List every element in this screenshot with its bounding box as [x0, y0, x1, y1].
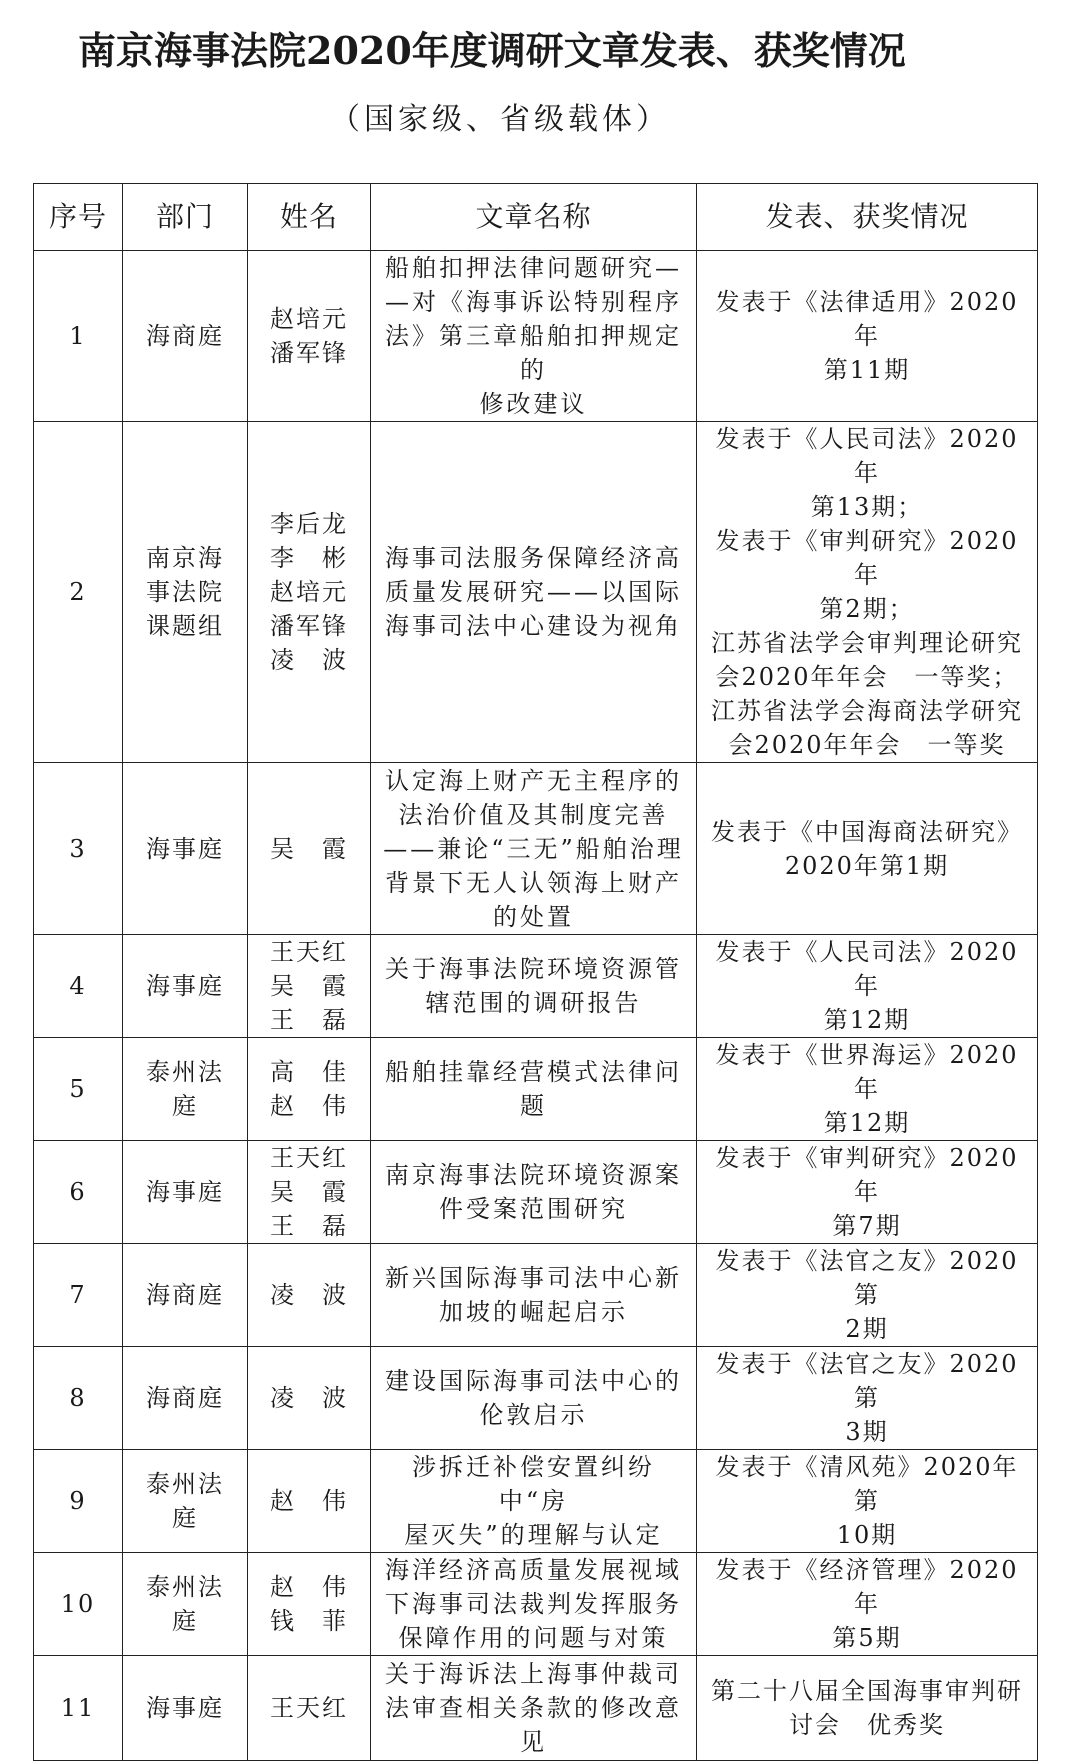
cell-article-line: ——兼论“三无”船舶治理: [383, 834, 684, 863]
cell-status: [697, 1244, 1038, 1347]
cell-status-line: 10期: [836, 1521, 898, 1549]
cell-article-line: 伦敦启示: [479, 1401, 588, 1429]
cell-status-line: 江苏省法学会审判理论研究: [711, 629, 1023, 657]
cell-status: [697, 422, 1038, 763]
cell-dept-line: 庭: [172, 1607, 198, 1635]
cell-dept: [123, 422, 248, 763]
cell-status-line: 发表于《清风苑》2020年第: [715, 1453, 1019, 1515]
cell-status-line: 2020年第1期: [784, 851, 950, 880]
cell-status: [697, 1553, 1038, 1656]
cell-article-line: 法治价值及其制度完善: [398, 800, 669, 829]
cell-names-line: 潘军锋: [270, 339, 348, 367]
cell-dept-line: 庭: [172, 1504, 198, 1532]
cell-no: 8: [34, 1347, 123, 1450]
cell-dept: [123, 251, 248, 422]
cell-article-line: 法审查相关条款的修改意: [385, 1694, 682, 1722]
header-status: 发表、获奖情况: [697, 184, 1038, 251]
cell-names-line: 高 佳: [270, 1058, 348, 1086]
cell-names-line: 凌 波: [270, 1281, 348, 1309]
cell-status-line: 发表于《中国海商法研究》: [711, 817, 1023, 846]
cell-article-line: 海事司法服务保障经济高: [385, 544, 682, 572]
cell-status-line: 第11期: [823, 356, 911, 384]
cell-article: [371, 1347, 697, 1450]
cell-dept-line: 海事庭: [146, 1694, 224, 1722]
cell-status-line: 讨会 优秀奖: [789, 1711, 945, 1739]
table-row: [34, 1553, 1038, 1656]
cell-names-line: 赵 伟: [270, 1092, 348, 1120]
cell-article-line: 涉拆迁补偿安置纠纷中“房: [412, 1453, 655, 1515]
table-row: [34, 935, 1038, 1038]
cell-status: [697, 1347, 1038, 1450]
cell-article: [371, 1244, 697, 1347]
cell-status: [697, 935, 1038, 1038]
table-row: [34, 1038, 1038, 1141]
cell-status-line: 发表于《经济管理》2020年: [715, 1556, 1019, 1618]
cell-names: [248, 251, 371, 422]
cell-no: 11: [34, 1656, 123, 1761]
cell-article-line: 见: [520, 1728, 547, 1756]
cell-names-line: 李 彬: [270, 544, 348, 572]
cell-names-line: 凌 波: [270, 1384, 348, 1412]
cell-no: 7: [34, 1244, 123, 1347]
cell-article-line: 质量发展研究——以国际: [385, 578, 682, 606]
header-no: 序号: [34, 184, 123, 251]
cell-names-line: 吴 霞: [270, 1178, 348, 1206]
cell-article-line: 修改建议: [479, 390, 588, 418]
cell-article: [371, 1141, 697, 1244]
cell-status-line: 江苏省法学会海商法学研究: [711, 697, 1023, 725]
table-header-row: [34, 184, 1038, 251]
cell-names-line: 凌 波: [270, 646, 348, 674]
table-row: [34, 1244, 1038, 1347]
cell-article-line: 辖范围的调研报告: [425, 989, 642, 1017]
cell-names-line: 潘军锋: [270, 612, 348, 640]
table-row: [34, 1347, 1038, 1450]
cell-dept-line: 海事庭: [146, 1178, 224, 1206]
cell-names: [248, 1347, 371, 1450]
cell-no: 5: [34, 1038, 123, 1141]
cell-names-line: 吴 霞: [270, 972, 348, 1000]
cell-status: [697, 1656, 1038, 1761]
cell-article-line: 件受案范围研究: [439, 1195, 628, 1223]
cell-status-line: 发表于《审判研究》2020年: [715, 527, 1019, 589]
cell-no: 1: [34, 251, 123, 422]
table-row: [34, 763, 1038, 935]
cell-status-line: 2期: [845, 1315, 889, 1343]
cell-names: [248, 1450, 371, 1553]
cell-status-line: 第5期: [832, 1624, 902, 1652]
cell-article: [371, 422, 697, 763]
cell-names: [248, 935, 371, 1038]
page-subtitle: （国家级、省级载体）: [330, 102, 670, 137]
cell-dept-line: 南京海: [146, 544, 224, 572]
cell-names: [248, 1656, 371, 1761]
cell-status-line: 第12期: [823, 1006, 911, 1034]
cell-names-line: 赵 伟: [270, 1573, 348, 1601]
cell-status-line: 发表于《法官之友》2020第: [715, 1350, 1019, 1412]
cell-article-line: 保障作用的问题与对策: [398, 1624, 669, 1652]
cell-article-line: 法》第三章船舶扣押规定的: [385, 322, 682, 384]
cell-status-line: 发表于《人民司法》2020年: [715, 938, 1019, 1000]
cell-names-line: 赵培元: [270, 305, 348, 333]
cell-article-line: 题: [520, 1092, 547, 1120]
cell-no: 6: [34, 1141, 123, 1244]
cell-no: 3: [34, 763, 123, 935]
cell-status: [697, 1141, 1038, 1244]
cell-dept-line: 庭: [172, 1092, 198, 1120]
cell-dept: [123, 1141, 248, 1244]
cell-article-line: 海事司法中心建设为视角: [385, 612, 682, 640]
cell-article-line: 船舶挂靠经营模式法律问: [385, 1058, 682, 1086]
cell-names: [248, 763, 371, 935]
cell-dept: [123, 1450, 248, 1553]
table-row: [34, 1450, 1038, 1553]
cell-status: [697, 251, 1038, 422]
cell-dept-line: 海商庭: [146, 322, 224, 350]
cell-status-line: 第二十八届全国海事审判研: [711, 1677, 1023, 1705]
cell-status-line: 发表于《人民司法》2020年: [715, 425, 1019, 487]
cell-status: [697, 1038, 1038, 1141]
table-row: [34, 422, 1038, 763]
cell-dept-line: 海商庭: [146, 1384, 224, 1412]
cell-article-line: 背景下无人认领海上财产: [385, 868, 682, 897]
cell-names: [248, 1141, 371, 1244]
cell-no: 4: [34, 935, 123, 1038]
cell-article: [371, 1450, 697, 1553]
cell-names-line: 吴 霞: [270, 834, 348, 863]
cell-dept: [123, 1553, 248, 1656]
cell-names: [248, 1553, 371, 1656]
cell-names-line: 李后龙: [270, 510, 348, 538]
cell-dept-line: 事法院: [146, 578, 224, 606]
cell-article-line: 新兴国际海事司法中心新: [385, 1264, 682, 1292]
publication-table: [33, 183, 1038, 1761]
cell-names-line: 王 磊: [270, 1006, 348, 1034]
cell-article-line: 的处置: [493, 902, 574, 931]
cell-dept: [123, 935, 248, 1038]
table-body: [34, 251, 1038, 1761]
cell-dept: [123, 1244, 248, 1347]
cell-status-line: 第13期；: [810, 493, 924, 521]
cell-dept-line: 课题组: [146, 612, 224, 640]
cell-dept: [123, 1656, 248, 1761]
cell-dept: [123, 763, 248, 935]
cell-names: [248, 1244, 371, 1347]
cell-status-line: 发表于《审判研究》2020年: [715, 1144, 1019, 1206]
cell-dept-line: 泰州法: [146, 1573, 224, 1601]
cell-dept-line: 泰州法: [146, 1058, 224, 1086]
cell-article-line: 下海事司法裁判发挥服务: [385, 1590, 682, 1618]
cell-status: [697, 763, 1038, 935]
cell-article-line: 关于海事法院环境资源管: [385, 955, 682, 983]
cell-dept-line: 海事庭: [146, 972, 224, 1000]
table-row: [34, 251, 1038, 422]
cell-status-line: 会2020年年会 一等奖: [728, 731, 1006, 759]
cell-dept-line: 海商庭: [146, 1281, 224, 1309]
cell-status-line: 第12期: [823, 1109, 911, 1137]
cell-names-line: 钱 菲: [270, 1607, 348, 1635]
cell-names-line: 赵 伟: [270, 1487, 348, 1515]
cell-article-line: 建设国际海事司法中心的: [385, 1367, 682, 1395]
cell-dept: [123, 1347, 248, 1450]
cell-status-line: 第2期；: [819, 595, 915, 623]
cell-names-line: 王 磊: [270, 1212, 348, 1240]
cell-article: [371, 763, 697, 935]
cell-dept: [123, 1038, 248, 1141]
cell-article-line: 海洋经济高质量发展视域: [385, 1556, 682, 1584]
cell-status-line: 发表于《法官之友》2020第: [715, 1247, 1019, 1309]
cell-status-line: 3期: [845, 1418, 889, 1446]
cell-article-line: 加坡的崛起启示: [439, 1298, 628, 1326]
cell-names-line: 王天红: [270, 1144, 348, 1172]
cell-article-line: 屋灭失”的理解与认定: [404, 1521, 663, 1549]
cell-status-line: 第7期: [832, 1212, 902, 1240]
cell-article: [371, 1656, 697, 1761]
cell-names-line: 王天红: [270, 938, 348, 966]
cell-article-line: 船舶扣押法律问题研究—: [385, 254, 682, 282]
cell-article-line: 认定海上财产无主程序的: [385, 766, 682, 795]
cell-status-line: 发表于《法律适用》2020年: [715, 288, 1019, 350]
header-name: 姓名: [248, 184, 371, 251]
cell-names-line: 王天红: [270, 1694, 348, 1722]
page-title: 南京海事法院2020年度调研文章发表、获奖情况: [78, 28, 906, 73]
cell-article-line: 南京海事法院环境资源案: [385, 1161, 682, 1189]
cell-status-line: 发表于《世界海运》2020年: [715, 1041, 1019, 1103]
cell-article-line: —对《海事诉讼特别程序: [385, 288, 682, 316]
header-dept: 部门: [123, 184, 248, 251]
cell-status-line: 会2020年年会 一等奖；: [715, 663, 1019, 691]
cell-article-line: 关于海诉法上海事仲裁司: [385, 1660, 682, 1688]
cell-no: 9: [34, 1450, 123, 1553]
table-row: [34, 1656, 1038, 1761]
cell-status: [697, 1450, 1038, 1553]
header-article: 文章名称: [371, 184, 697, 251]
cell-article: [371, 251, 697, 422]
cell-article: [371, 1553, 697, 1656]
cell-names: [248, 422, 371, 763]
cell-article: [371, 1038, 697, 1141]
cell-dept-line: 海事庭: [146, 834, 224, 863]
cell-no: 2: [34, 422, 123, 763]
cell-names: [248, 1038, 371, 1141]
cell-no: 10: [34, 1553, 123, 1656]
cell-dept-line: 泰州法: [146, 1470, 224, 1498]
cell-article: [371, 935, 697, 1038]
cell-names-line: 赵培元: [270, 578, 348, 606]
table-row: [34, 1141, 1038, 1244]
